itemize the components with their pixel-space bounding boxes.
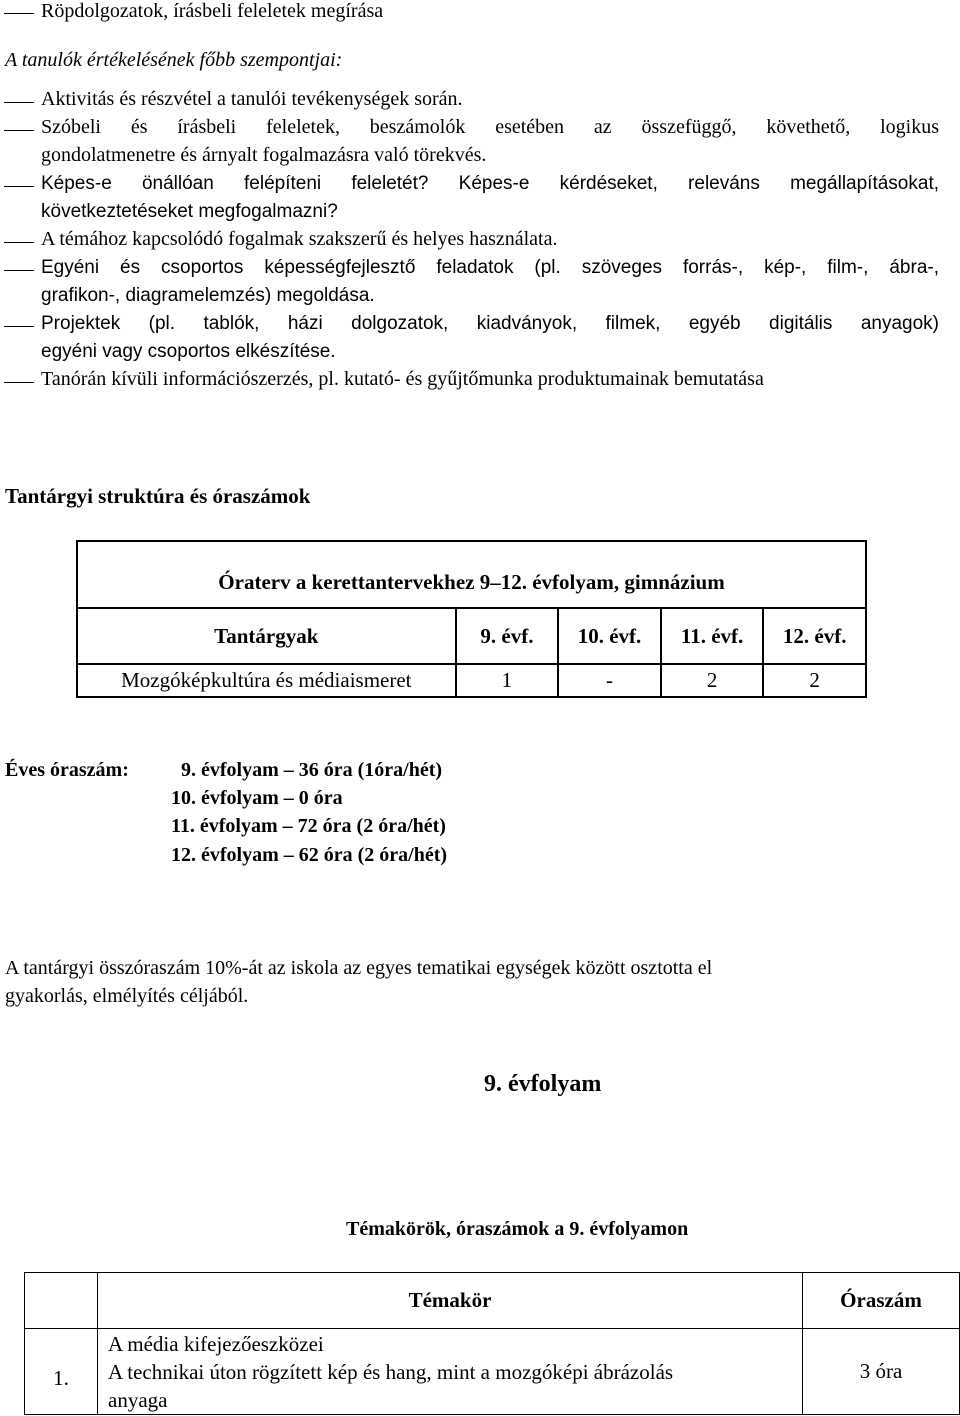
bullet-dash [4,186,34,187]
ora-cell-11: 2 [661,664,764,697]
ora-cell-9: 1 [456,664,559,697]
section-title: Tantárgyi struktúra és óraszámok [5,484,311,508]
ora-header-10: 10. évf. [558,608,661,664]
criteria-item-cont: grafikon-, diagramelemzés) megoldása. [41,285,375,306]
criteria-heading: A tanulók értékelésének főbb szempontjai: [5,49,343,71]
eves-line: 11. évfolyam – 72 óra (2 óra/hét) [171,815,446,837]
bullet-dash [4,382,34,383]
tema-title: Témakörök, óraszámok a 9. évfolyamon [346,1218,689,1240]
tema-table [24,1272,960,1415]
ora-table-caption: Óraterv a kerettantervekhez 9–12. évfolyam, gimnázium [77,541,866,608]
ora-header-11: 11. évf. [661,608,764,664]
tema-header-oraszam: Óraszám [803,1273,960,1329]
note-line: A tantárgyi összóraszám 10%-át az iskola az egyes tematikai egységek között osztotta el [5,957,713,979]
criteria-item: Egyéni és csoportos képességfejlesztő feladatok (pl. szöveges forrás-, kép-, film-, ábra-, [41,257,939,278]
criteria-item-cont: egyéni vagy csoportos elkészítése. [41,341,336,362]
tema-row-line: A technikai úton rögzített kép és hang, mint a mozgóképi ábrázolás [108,1360,674,1384]
bullet-dash [4,326,34,327]
criteria-item: Képes-e önállóan felépíteni feleletét? Képes-e kérdéseket, releváns megállapításokat, [41,173,939,194]
criteria-item: Tanórán kívüli információszerzés, pl. kutató- és gyűjtőmunka produktumainak bemutatása [41,368,764,390]
criteria-item-cont: következtetéseket megfogalmazni? [41,201,338,222]
ora-header-12: 12. évf. [763,608,866,664]
ora-cell-subject: Mozgóképkultúra és médiaismeret [77,664,456,697]
ora-cell-12: 2 [763,664,866,697]
tema-row-title: A média kifejezőeszközei [108,1332,324,1356]
ora-cell-10: - [558,664,661,697]
tema-row-hours: 3 óra [803,1329,960,1415]
criteria-item: A témához kapcsolódó fogalmak szakszerű és helyes használata. [41,228,558,250]
bullet-dash [4,13,34,14]
tema-row-line: anyaga [108,1388,168,1412]
tema-row-content [98,1329,803,1415]
criteria-item-cont: gondolatmenetre és árnyalt fogalmazásra való törekvés. [41,144,487,166]
criteria-item: Szóbeli és írásbeli feleletek, beszámolók esetében az összefüggő, követhető, logikus [41,116,939,138]
eves-line: 10. évfolyam – 0 óra [171,787,343,809]
ora-header-9: 9. évf. [456,608,559,664]
ora-table [76,540,867,698]
tema-row-num: 1. [25,1329,98,1415]
eves-line: 9. évfolyam – 36 óra (1óra/hét) [181,759,443,781]
criteria-item: Aktivitás és részvétel a tanulói tevékenységek során. [41,88,463,110]
bullet-dash [4,130,34,131]
bullet-dash [4,102,34,103]
bullet-dash [4,270,34,271]
criteria-item: Projektek (pl. tablók, házi dolgozatok, kiadványok, filmek, egyéb digitális anyagok) [41,313,939,334]
tema-header-num [25,1273,98,1329]
note-line: gyakorlás, elmélyítés céljából. [5,985,249,1007]
ora-header-tantargyak: Tantárgyak [77,608,456,664]
grade-title: 9. évfolyam [484,1071,602,1097]
tema-header-temakor: Témakör [98,1273,803,1329]
eves-label: Éves óraszám: [5,759,129,781]
bullet-text: Röpdolgozatok, írásbeli feleletek megírása [41,0,384,22]
bullet-dash [4,242,34,243]
eves-line: 12. évfolyam – 62 óra (2 óra/hét) [171,844,448,866]
